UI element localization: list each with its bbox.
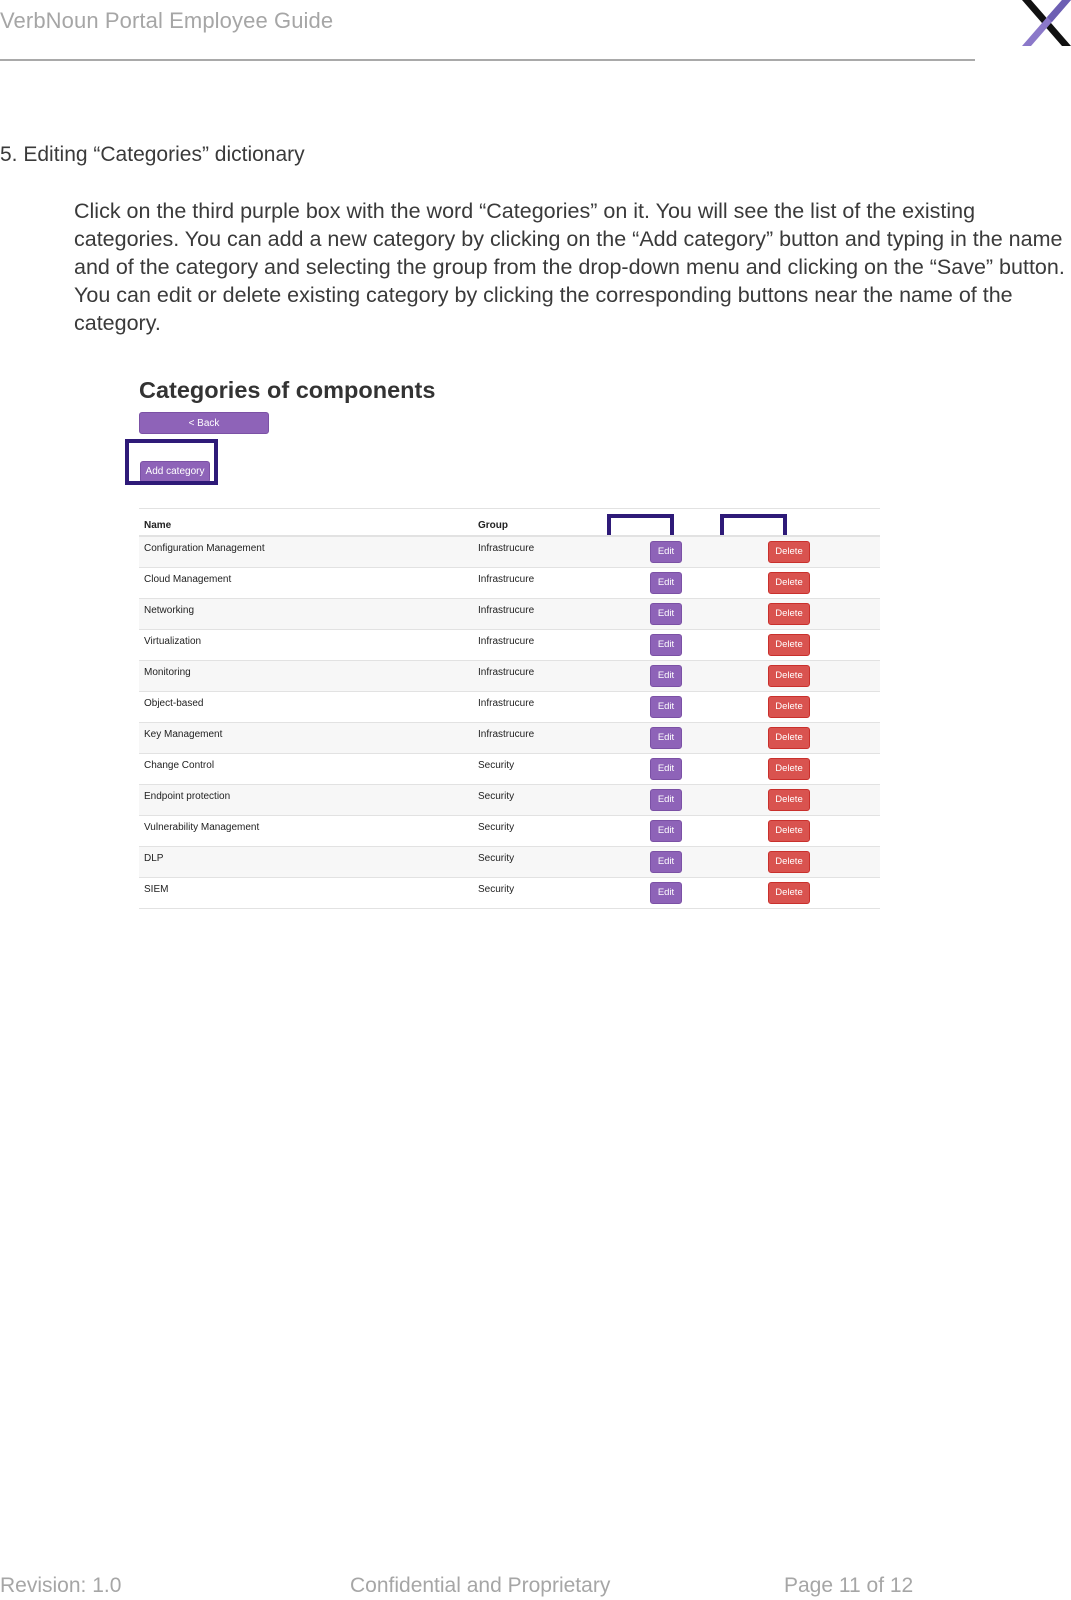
edit-button[interactable]: Edit	[650, 851, 682, 873]
table-row	[139, 815, 880, 846]
category-name-cell: SIEM	[139, 877, 473, 908]
edit-button[interactable]: Edit	[650, 634, 682, 656]
edit-button[interactable]: Edit	[650, 758, 682, 780]
table-row	[139, 877, 880, 908]
footer-page-number: Page 11 of 12	[784, 1574, 914, 1597]
category-name-cell: Object-based	[139, 691, 473, 722]
table-row	[139, 784, 880, 815]
delete-button[interactable]: Delete	[768, 541, 810, 563]
screenshot-page-title: Categories of components	[139, 377, 436, 403]
table-row	[139, 629, 880, 660]
edit-button[interactable]: Edit	[650, 603, 682, 625]
category-name-cell: Cloud Management	[139, 567, 473, 598]
edit-button[interactable]: Edit	[650, 820, 682, 842]
header-divider	[0, 59, 975, 61]
category-name-cell: Virtualization	[139, 629, 473, 660]
category-group-cell: Infrastrucure	[473, 691, 643, 722]
category-name-cell: Monitoring	[139, 660, 473, 691]
delete-button[interactable]: Delete	[768, 603, 810, 625]
category-group-cell: Security	[473, 815, 643, 846]
delete-button[interactable]: Delete	[768, 634, 810, 656]
column-header-edit	[643, 509, 763, 537]
category-group-cell: Infrastrucure	[473, 567, 643, 598]
table-row	[139, 567, 880, 598]
edit-button[interactable]: Edit	[650, 882, 682, 904]
table-row	[139, 691, 880, 722]
table-header-row	[139, 509, 880, 537]
column-header-delete	[763, 509, 880, 537]
category-name-cell: DLP	[139, 846, 473, 877]
edit-button[interactable]: Edit	[650, 789, 682, 811]
category-group-cell: Security	[473, 846, 643, 877]
delete-button[interactable]: Delete	[768, 820, 810, 842]
table-row	[139, 753, 880, 784]
instruction-paragraph: Click on the third purple box with the word “Categories” on it. You will see the list of the existing categories. You can add a new category by clicking on the “Add category” button and typing in the name and of the category and selecting the group from the drop-down menu and clicking on the “Save” button. You can edit or delete existing category by clicking the corresponding buttons near the name of the category.	[74, 199, 1065, 335]
categories-table	[139, 508, 880, 909]
category-group-cell: Security	[473, 753, 643, 784]
delete-button[interactable]: Delete	[768, 727, 810, 749]
category-group-cell: Infrastrucure	[473, 598, 643, 629]
table-row	[139, 660, 880, 691]
footer-revision: Revision: 1.0	[0, 1574, 122, 1597]
category-group-cell: Infrastrucure	[473, 722, 643, 753]
table-row	[139, 722, 880, 753]
category-name-cell: Change Control	[139, 753, 473, 784]
table-row	[139, 598, 880, 629]
category-name-cell: Configuration Management	[139, 536, 473, 567]
categories-screenshot	[128, 370, 888, 930]
delete-button[interactable]: Delete	[768, 665, 810, 687]
back-button[interactable]: < Back	[139, 412, 269, 434]
edit-button[interactable]: Edit	[650, 541, 682, 563]
category-name-cell: Networking	[139, 598, 473, 629]
column-header-group: Group	[473, 509, 643, 537]
section-heading: 5. Editing “Categories” dictionary	[0, 143, 305, 166]
footer-confidential: Confidential and Proprietary	[350, 1574, 611, 1597]
table-row	[139, 846, 880, 877]
edit-button[interactable]: Edit	[650, 727, 682, 749]
delete-button[interactable]: Delete	[768, 851, 810, 873]
category-group-cell: Security	[473, 784, 643, 815]
category-name-cell: Endpoint protection	[139, 784, 473, 815]
add-category-button[interactable]: Add category	[140, 461, 210, 483]
delete-button[interactable]: Delete	[768, 696, 810, 718]
edit-button[interactable]: Edit	[650, 696, 682, 718]
verbnoun-x-logo-icon	[1022, 0, 1071, 46]
category-name-cell: Key Management	[139, 722, 473, 753]
category-name-cell: Vulnerability Management	[139, 815, 473, 846]
delete-button[interactable]: Delete	[768, 882, 810, 904]
column-header-name: Name	[139, 509, 473, 537]
delete-button[interactable]: Delete	[768, 758, 810, 780]
add-category-highlight-box	[125, 439, 218, 485]
document-title: VerbNoun Portal Employee Guide	[0, 8, 334, 33]
category-group-cell: Infrastrucure	[473, 629, 643, 660]
edit-button[interactable]: Edit	[650, 572, 682, 594]
edit-button[interactable]: Edit	[650, 665, 682, 687]
category-group-cell: Infrastrucure	[473, 536, 643, 567]
delete-button[interactable]: Delete	[768, 572, 810, 594]
delete-button[interactable]: Delete	[768, 789, 810, 811]
category-group-cell: Security	[473, 877, 643, 908]
table-row	[139, 536, 880, 567]
category-group-cell: Infrastrucure	[473, 660, 643, 691]
